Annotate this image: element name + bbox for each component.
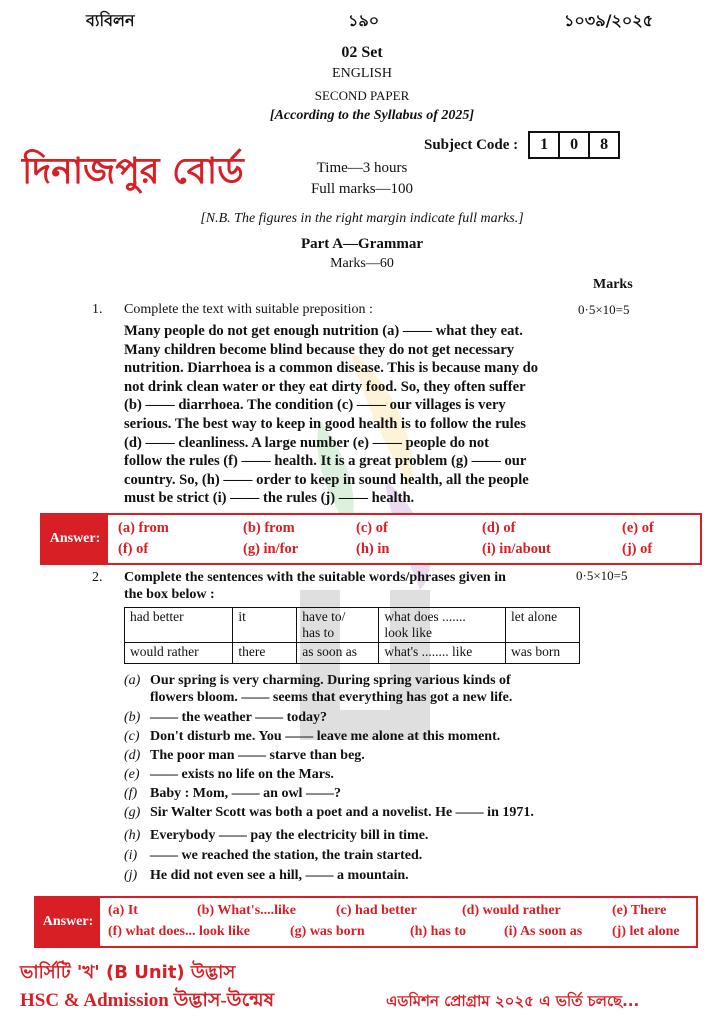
marks-note: [N.B. The figures in the right margin indicate full marks.] bbox=[200, 211, 524, 226]
footer-line1: ভার্সিটি 'খ' (B Unit) উদ্ভাস bbox=[20, 962, 236, 983]
q2-answer-grid bbox=[100, 898, 696, 946]
q2-item-a-cont: flowers bloom. —— seems that everything has got a new life. bbox=[150, 690, 513, 705]
word-box-cell: what does ....... look like bbox=[379, 608, 506, 643]
word-box-cell: let alone bbox=[505, 608, 579, 643]
passage-line: country. So, (h) —— order to keep in sound health, all the people bbox=[124, 471, 529, 488]
q2-item-f: (f) Baby : Mom, —— an owl ——? bbox=[124, 786, 341, 801]
q2-number: 2. bbox=[92, 570, 103, 585]
paper-title: SECOND PAPER bbox=[314, 88, 410, 103]
q2-marks: 0·5×10=5 bbox=[576, 568, 628, 583]
exam-time: Time—3 hours bbox=[316, 160, 408, 176]
subject-code-digit: 1 bbox=[530, 133, 560, 157]
q2-item-g: (g) Sir Walter Scott was both a poet and a novelist. He —— in 1971. bbox=[124, 805, 534, 820]
q1-marks: 0·5×10=5 bbox=[578, 302, 630, 317]
subject-code bbox=[424, 131, 620, 159]
subject-code-digit: 8 bbox=[600, 136, 609, 153]
answer-item: (d) would rather bbox=[462, 903, 561, 918]
q2-item-d: (d) The poor man —— starve than beg. bbox=[124, 748, 365, 763]
answer-item: (a) It bbox=[108, 903, 138, 918]
header-right: ১০৩৯/২০২৫ bbox=[564, 11, 654, 30]
word-box-cell: have to/ has to bbox=[297, 608, 379, 643]
q1-answer-box bbox=[40, 513, 702, 565]
passage-line: must be strict (i) —— the rules (j) —— health. bbox=[124, 490, 415, 507]
word-box-cell: had better bbox=[125, 608, 233, 643]
q2-answer-label: Answer: bbox=[36, 898, 100, 946]
answer-item: (b) from bbox=[243, 520, 295, 536]
word-box-cell: there bbox=[233, 643, 297, 664]
answer-item: (f) of bbox=[118, 541, 149, 557]
answer-item: (c) of bbox=[356, 520, 388, 536]
q1-answer-label: Answer: bbox=[42, 515, 108, 563]
board-name: দিনাজপুর বোর্ড bbox=[22, 151, 244, 192]
answer-item: (j) let alone bbox=[612, 924, 680, 939]
subject-code-digit: 0 bbox=[560, 133, 590, 157]
answer-item: (c) had better bbox=[336, 903, 417, 918]
answer-item: (d) of bbox=[482, 520, 516, 536]
word-box-cell: it bbox=[233, 608, 297, 643]
footer-admission-banner: এডমিশন প্রোগ্রাম ২০২৫ এ ভর্তি চলছে... bbox=[386, 992, 640, 1010]
q2-item-a: (a) Our spring is very charming. During spring various kinds of bbox=[124, 673, 511, 688]
syllabus-note: [According to the Syllabus of 2025] bbox=[269, 108, 475, 123]
q2-item-h: (h) Everybody —— pay the electricity bill in time. bbox=[124, 828, 429, 843]
q2-instruction-line2: the box below : bbox=[124, 587, 215, 602]
q2-word-box bbox=[124, 607, 580, 664]
answer-item: (g) was born bbox=[290, 924, 365, 939]
subject-code-label: Subject Code : bbox=[424, 136, 519, 153]
answer-item: (g) in/for bbox=[243, 541, 299, 557]
full-marks: Full marks—100 bbox=[310, 181, 414, 197]
passage-line: nutrition. Diarrhoea is a common disease. This is because many do bbox=[124, 360, 539, 377]
passage-line: serious. The best way to keep in good health is to follow the rules bbox=[124, 415, 526, 432]
q2-item-b: (b) —— the weather —— today? bbox=[124, 710, 328, 725]
q2-item-c: (c) Don't disturb me. You —— leave me alone at this moment. bbox=[124, 729, 501, 744]
answer-item: (a) from bbox=[118, 520, 169, 536]
part-marks: Marks—60 bbox=[330, 256, 394, 271]
q1-passage bbox=[124, 322, 576, 508]
subject-title: ENGLISH bbox=[332, 66, 392, 81]
q2-instruction-line1: Complete the sentences with the suitable words/phrases given in bbox=[124, 570, 506, 585]
passage-line: not drink clean water or they eat dirty food. So, they often suffer bbox=[124, 378, 526, 395]
q1-instruction: Complete the text with suitable preposition : bbox=[124, 302, 373, 317]
passage-line: (d) —— cleanliness. A large number (e) —— people do not bbox=[124, 434, 489, 451]
answer-item: (e) of bbox=[622, 520, 654, 536]
marks-column-label: Marks bbox=[593, 277, 633, 292]
word-box-cell: would rather bbox=[125, 643, 233, 664]
word-box-cell: as soon as bbox=[297, 643, 379, 664]
answer-item: (h) has to bbox=[410, 924, 467, 939]
q1-answer-grid bbox=[108, 515, 700, 563]
set-label: 02 Set bbox=[341, 44, 383, 61]
passage-line: Many children become blind because they do not get necessary bbox=[124, 341, 515, 358]
subject-code-box bbox=[528, 131, 620, 159]
passage-line: Many people do not get enough nutrition (a) —— what they eat. bbox=[124, 323, 523, 339]
word-box-row bbox=[125, 643, 580, 664]
word-box-cell: was born bbox=[505, 643, 579, 664]
answer-item: (i) in/about bbox=[482, 541, 551, 557]
answer-item: (i) As soon as bbox=[504, 924, 583, 939]
answer-item: (j) of bbox=[622, 541, 653, 557]
q2-item-i: (i) —— we reached the station, the train started. bbox=[124, 848, 423, 863]
answer-item: (f) what does... look like bbox=[108, 924, 250, 939]
word-box-cell: what's ........ like bbox=[379, 643, 506, 664]
passage-line: follow the rules (f) —— health. It is a great problem (g) —— our bbox=[124, 453, 527, 470]
answer-item: (e) There bbox=[612, 903, 667, 918]
q2-answer-box bbox=[34, 896, 698, 948]
part-title: Part A—Grammar bbox=[300, 236, 424, 252]
q2-item-j: (j) He did not even see a hill, —— a mountain. bbox=[124, 868, 409, 883]
answer-item: (h) in bbox=[356, 541, 390, 557]
answer-item: (b) What's....like bbox=[197, 903, 296, 918]
word-box-row bbox=[125, 608, 580, 643]
q1-number: 1. bbox=[92, 302, 103, 317]
footer-line2: HSC & Admission উদ্ভাস-উন্মেষ bbox=[20, 990, 275, 1011]
q2-item-e: (e) —— exists no life on the Mars. bbox=[124, 767, 334, 782]
header-left: ব্যবিলন bbox=[86, 11, 135, 30]
passage-line: (b) —— diarrhoea. The condition (c) —— our villages is very bbox=[124, 397, 506, 414]
header-page-number: ১৯০ bbox=[348, 11, 380, 30]
